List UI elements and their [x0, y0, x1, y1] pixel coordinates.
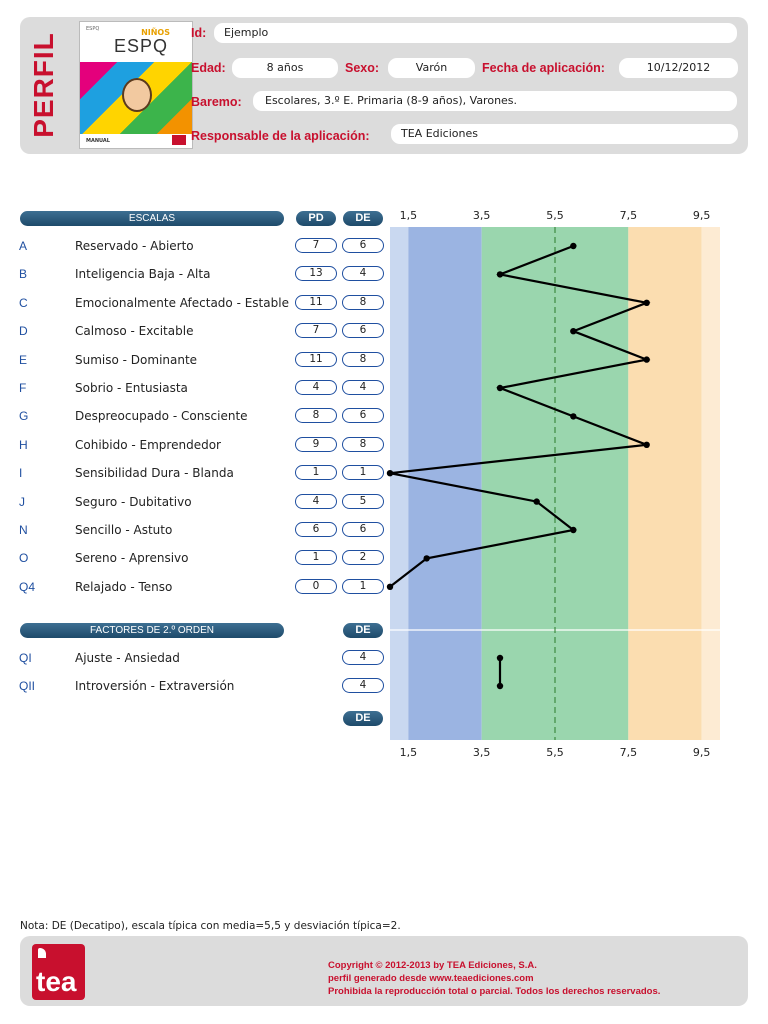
- factor-code: QII: [19, 679, 36, 693]
- nota-text: Nota: DE (Decatipo), escala típica con media=5,5 y desviación típica=2.: [20, 920, 401, 932]
- de-score: 4: [342, 266, 384, 281]
- profile-point: [643, 442, 649, 448]
- de-footer-label: DE: [343, 711, 383, 726]
- scale-name: Despreocupado - Consciente: [75, 409, 248, 424]
- de-score: 8: [342, 352, 384, 367]
- second-order-point: [497, 683, 503, 689]
- pd-score: 1: [295, 550, 337, 565]
- rights-text: Prohibida la reproducción total o parcial. Todos los derechos reservados.: [328, 986, 661, 997]
- scale-code: C: [19, 295, 28, 310]
- scale-code: E: [19, 352, 28, 367]
- second-order-point: [497, 655, 503, 661]
- scale-code: A: [19, 239, 28, 253]
- de-score: 6: [342, 238, 384, 253]
- pd-score: 7: [295, 238, 337, 253]
- de-score: 8: [342, 437, 384, 452]
- id-field: Ejemplo: [214, 23, 737, 43]
- sexo-field: Varón: [388, 58, 475, 78]
- axis-tick-label: 7,5: [619, 746, 638, 759]
- perfil-side-title: PERFIL: [28, 32, 59, 138]
- id-label: Id:: [191, 26, 207, 40]
- axis-tick-label: 9,5: [692, 209, 711, 222]
- profile-point: [570, 243, 576, 249]
- tea-logo-text: tea: [36, 966, 77, 997]
- scale-name: Sereno - Aprensivo: [75, 551, 189, 566]
- profile-point: [570, 527, 576, 533]
- de-score: 1: [342, 465, 384, 480]
- profile-point: [570, 328, 576, 334]
- profile-point: [423, 555, 429, 561]
- factor-name: Ajuste - Ansiedad: [75, 651, 180, 665]
- edad-field: 8 años: [232, 58, 338, 78]
- scale-name: Seguro - Dubitativo: [75, 494, 192, 509]
- chart-band: [482, 227, 629, 740]
- profile-point: [387, 584, 393, 590]
- de-score: 6: [342, 522, 384, 537]
- scale-name: Emocionalmente Afectado - Estable: [75, 295, 289, 310]
- de-score: 6: [342, 408, 384, 423]
- factor-de-score: 4: [342, 650, 384, 665]
- de-score: 2: [342, 550, 384, 565]
- profile-point: [497, 385, 503, 391]
- scale-code: H: [19, 437, 28, 452]
- chart-band: [390, 227, 408, 740]
- profile-point: [570, 413, 576, 419]
- generated-text: perfil generado desde www.teaediciones.com: [328, 973, 534, 984]
- fecha-label: Fecha de aplicación:: [482, 61, 605, 75]
- chart-band: [628, 227, 701, 740]
- baremo-label: Baremo:: [191, 95, 242, 109]
- factor-de-score: 4: [342, 678, 384, 693]
- pd-header: PD: [296, 211, 336, 226]
- axis-tick-label: 3,5: [472, 746, 491, 759]
- scale-name: Sumiso - Dominante: [75, 352, 198, 367]
- pd-score: 9: [295, 437, 337, 452]
- profile-point: [497, 271, 503, 277]
- scale-code: F: [19, 381, 27, 395]
- baremo-field: Escolares, 3.º E. Primaria (8-9 años), Varones.: [253, 91, 737, 111]
- factor-code: QI: [19, 651, 32, 665]
- cover-ninos-label: NIÑOS: [141, 28, 170, 37]
- responsable-field: TEA Ediciones: [391, 124, 738, 144]
- de-header: DE: [343, 211, 383, 226]
- de-score: 4: [342, 380, 384, 395]
- factores-header: FACTORES DE 2.º ORDEN: [20, 623, 284, 638]
- pd-score: 4: [295, 494, 337, 509]
- tea-logo: [32, 944, 85, 1000]
- axis-tick-label: 1,5: [399, 746, 418, 759]
- pd-score: 11: [295, 295, 337, 310]
- scale-name: Sobrio - Entusiasta: [75, 381, 188, 395]
- de-score: 8: [342, 295, 384, 310]
- cover-title: ESPQ: [114, 36, 169, 56]
- copyright-text: Copyright © 2012-2013 by TEA Ediciones, S.A.: [328, 960, 537, 971]
- pd-score: 6: [295, 522, 337, 537]
- scale-name: Cohibido - Emprendedor: [75, 437, 221, 452]
- scale-name: Calmoso - Excitable: [75, 324, 194, 339]
- scale-code: J: [19, 494, 25, 509]
- scale-code: I: [19, 466, 23, 481]
- scale-code: N: [19, 523, 28, 537]
- axis-tick-label: 5,5: [546, 209, 564, 222]
- scale-name: Sencillo - Astuto: [75, 523, 173, 537]
- edad-label: Edad:: [191, 61, 226, 75]
- chart-band: [702, 227, 720, 740]
- page-footer: [20, 936, 748, 1006]
- sexo-label: Sexo:: [345, 61, 380, 75]
- pd-score: 1: [295, 465, 337, 480]
- factor-name: Introversión - Extraversión: [75, 679, 235, 693]
- cover-manual-label: MANUAL: [86, 138, 110, 144]
- axis-tick-label: 1,5: [399, 209, 418, 222]
- pd-score: 7: [295, 323, 337, 338]
- de-score: 1: [342, 579, 384, 594]
- scale-name: Relajado - Tenso: [75, 579, 173, 594]
- axis-tick-label: 5,5: [546, 746, 564, 759]
- profile-point: [643, 356, 649, 362]
- pd-score: 4: [295, 380, 337, 395]
- pd-score: 8: [295, 408, 337, 423]
- manual-cover-image: ESPQ NIÑOS ESPQ MANUAL: [79, 21, 193, 149]
- axis-tick-label: 3,5: [472, 209, 491, 222]
- pd-score: 0: [295, 579, 337, 594]
- scale-name: Sensibilidad Dura - Blanda: [75, 466, 234, 481]
- pd-score: 11: [295, 352, 337, 367]
- de-score: 6: [342, 323, 384, 338]
- fecha-field: 10/12/2012: [619, 58, 738, 78]
- scale-name: Inteligencia Baja - Alta: [75, 267, 211, 282]
- scale-name: Reservado - Abierto: [75, 239, 194, 253]
- de-score: 5: [342, 494, 384, 509]
- de-header-second-order: DE: [343, 623, 383, 638]
- responsable-label: Responsable de la aplicación:: [191, 129, 370, 143]
- pd-score: 13: [295, 266, 337, 281]
- scale-code: B: [19, 267, 28, 282]
- scale-code: D: [19, 324, 28, 339]
- scale-code: Q4: [19, 579, 36, 594]
- profile-point: [533, 498, 539, 504]
- profile-point: [387, 470, 393, 476]
- scale-code: O: [19, 551, 29, 566]
- profile-point: [643, 300, 649, 306]
- axis-tick-label: 7,5: [619, 209, 638, 222]
- axis-tick-label: 9,5: [692, 746, 711, 759]
- scale-code: G: [19, 409, 29, 424]
- escalas-header: ESCALAS: [20, 211, 284, 226]
